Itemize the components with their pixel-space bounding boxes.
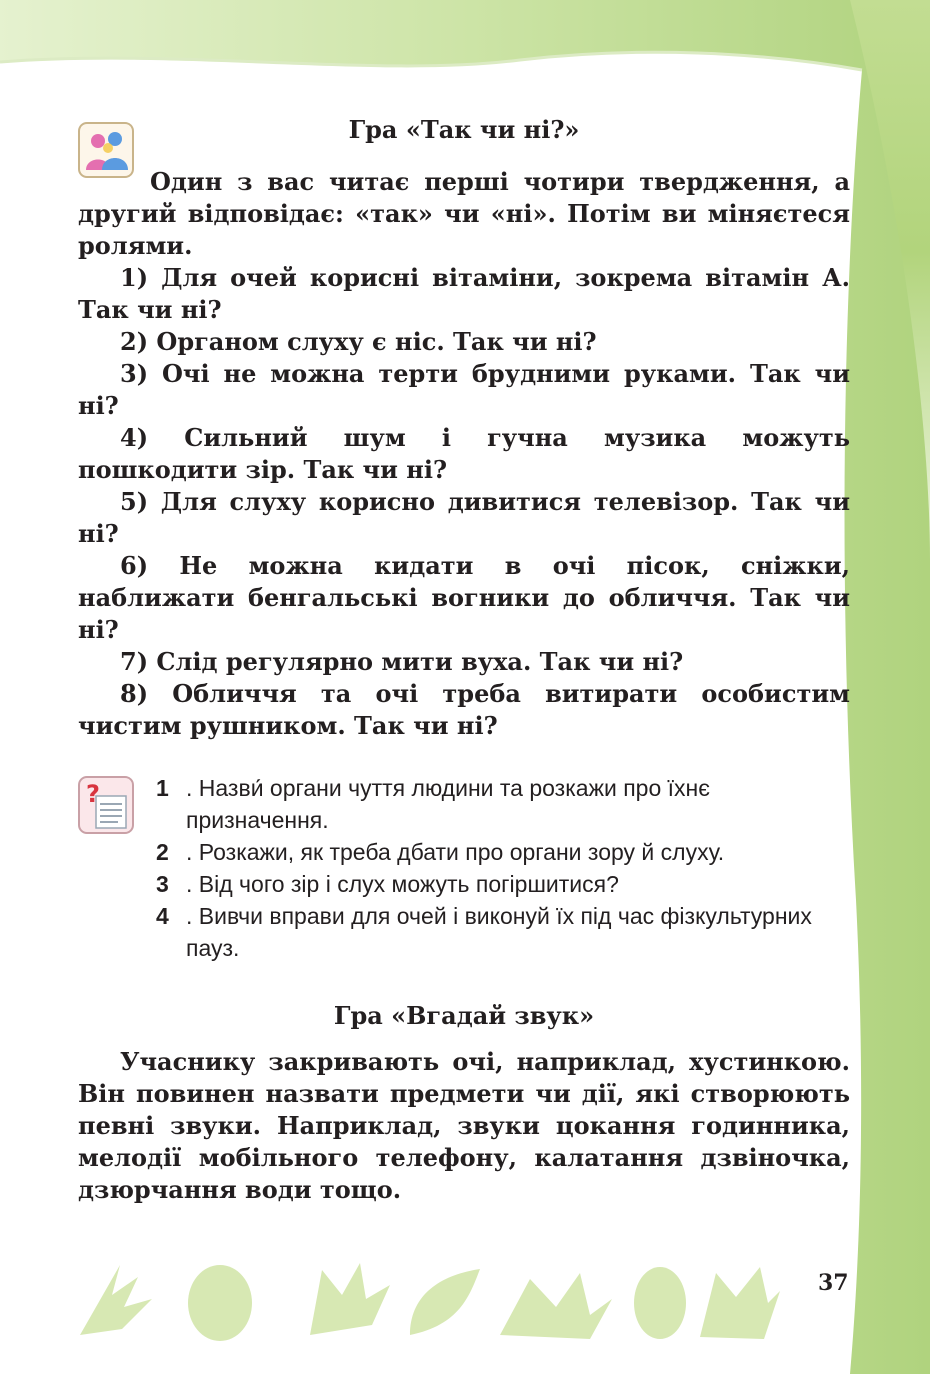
question-number: 2 <box>156 839 169 865</box>
statement-6: 6) Не можна кидати в очі пісок, сніжки, наближати бенгальські вогники до обличчя. Так чи ні? <box>78 551 850 644</box>
game2-body: Учаснику закривають очі, наприклад, хустинкою. Він повинен назвати предмети чи дії, які створюють певні звуки. Наприклад, звуки цокання годинника, мелодії мобільного телефону, калатання дзвіночка, дзюрчання води тощо. <box>78 1047 850 1204</box>
game-tak-chy-ni <box>78 112 850 742</box>
statement-2: 2) Органом слуху є ніс. Так чи ні? <box>120 327 597 356</box>
questions-icon <box>78 776 134 834</box>
leaf-decoration <box>60 1255 780 1345</box>
question-text: . Від чого зір і слух можуть погіршитися? <box>186 871 619 897</box>
question-4 <box>156 900 850 964</box>
question-text: . Розкажи, як треба дбати про органи зору й слуху. <box>186 839 725 865</box>
question-number: 4 <box>156 903 169 929</box>
question-number: 1 <box>156 775 169 801</box>
questions-block <box>78 772 850 964</box>
page-content <box>78 112 850 1206</box>
statement-3: 3) Очі не можна терти брудними руками. Так чи ні? <box>78 359 850 420</box>
question-text: . Назви́ органи чуття людини та розкажи про їхнє призначення. <box>186 775 710 833</box>
question-1 <box>156 772 850 836</box>
statement-1: 1) Для очей корисні вітаміни, зокрема вітамін А. Так чи ні? <box>78 263 850 324</box>
statement-8: 8) Обличчя та очі треба витирати особистим чистим рушником. Так чи ні? <box>78 679 850 740</box>
question-3 <box>156 868 850 900</box>
question-number: 3 <box>156 871 169 897</box>
game-title: Гра «Так чи ні?» <box>348 115 580 144</box>
page-number: 37 <box>818 1270 849 1296</box>
statement-7: 7) Слід регулярно мити вуха. Так чи ні? <box>120 647 684 676</box>
svg-text:?: ? <box>86 780 100 808</box>
game2-title: Гра «Вгадай звук» <box>333 1001 595 1030</box>
pair-work-icon <box>78 122 134 178</box>
game-vgadai-zvuk <box>78 998 850 1206</box>
question-text: . Вивчи вправи для очей і виконуй їх під час фізкультурних пауз. <box>186 903 812 961</box>
question-2 <box>156 836 850 868</box>
game-intro: Один з вас читає перші чотири твердження, а другий відповідає: «так» чи «ні». Потім ви міняєтеся ролями. <box>78 167 850 260</box>
statement-4: 4) Сильний шум і гучна музика можуть пошкодити зір. Так чи ні? <box>78 423 850 484</box>
statement-5: 5) Для слуху корисно дивитися телевізор. Так чи ні? <box>78 487 850 548</box>
